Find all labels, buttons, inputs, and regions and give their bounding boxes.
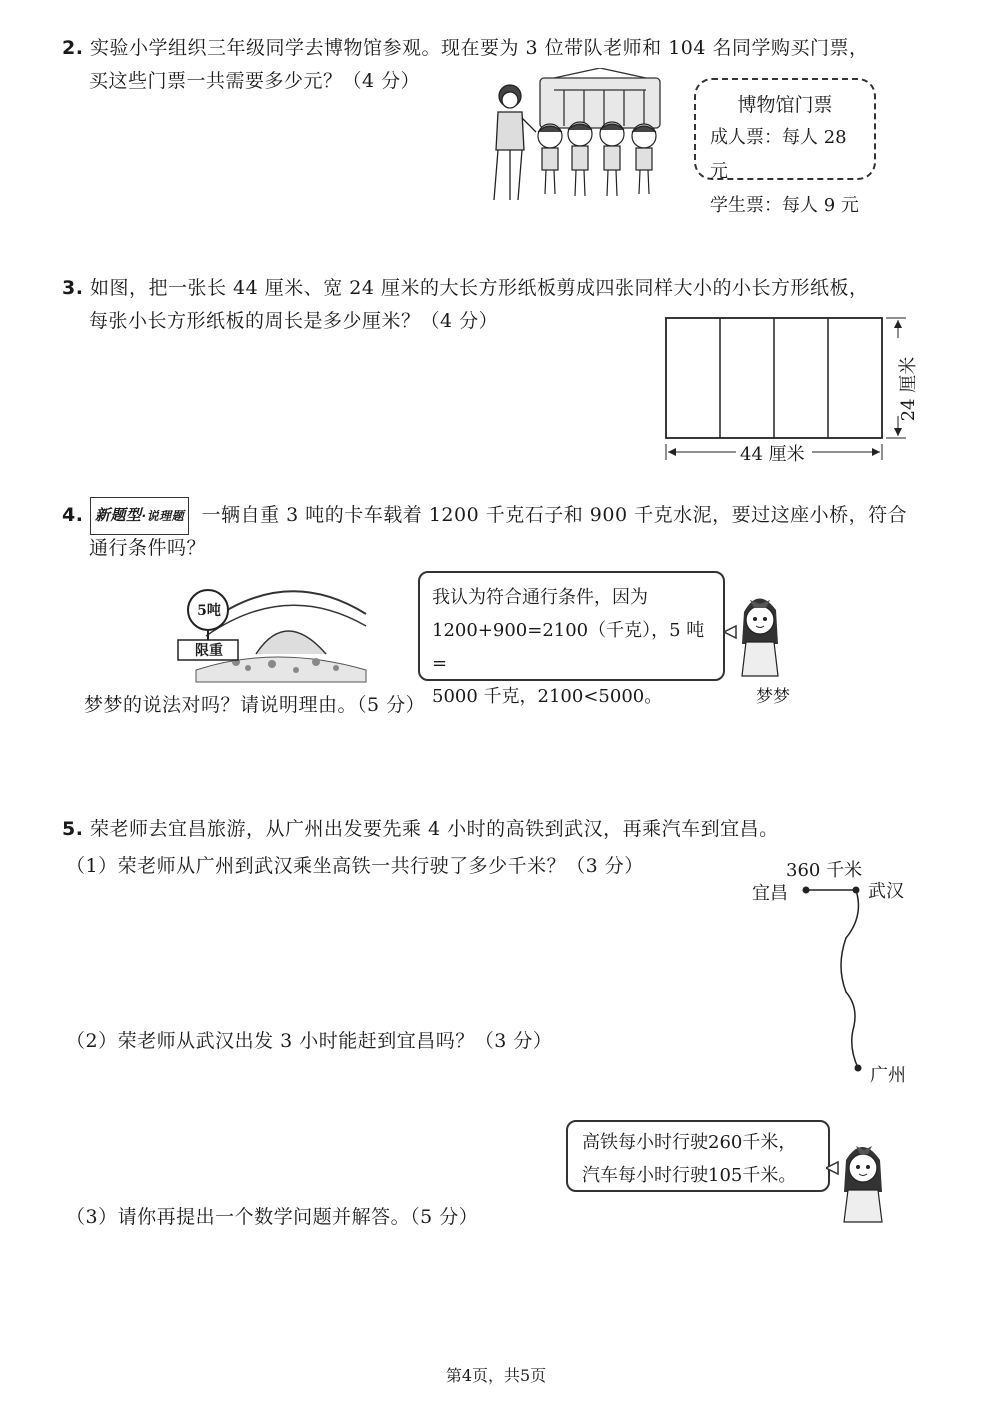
height-label: 24 厘米	[898, 356, 919, 422]
guangzhou-point	[855, 1065, 862, 1072]
question-2-line1: 实验小学组织三年级同学去博物馆参观。现在要为 3 位带队老师和 104 名同学购买门票，	[90, 37, 869, 59]
question-5-sub2: （2）荣老师从武汉出发 3 小时能赶到宜昌吗？（3 分）	[66, 1030, 553, 1052]
weight-limit-value: 5吨	[197, 603, 221, 619]
new-type-tag: 新题型·说理题	[90, 497, 189, 535]
question-5	[62, 813, 779, 846]
ticket-adult-price: 成人票：每人 28 元	[710, 127, 847, 182]
question-4	[62, 497, 907, 535]
question-4-line2: 通行条件吗？	[89, 537, 207, 559]
bubble-line2: 1200+900=2100（千克），5 吨 =	[432, 620, 705, 674]
question-3-line2: 每张小长方形纸板的周长是多少厘米？（4 分）	[89, 310, 499, 332]
question-2-line2: 买这些门票一共需要多少元？（4 分）	[89, 70, 421, 92]
wuhan-label: 武汉	[868, 881, 904, 902]
question-3	[62, 272, 869, 305]
speed-line2: 汽车每小时行驶105千米。	[582, 1165, 797, 1186]
girl-illustration	[826, 1138, 896, 1224]
ticket-student-price: 学生票：每人 9 元	[710, 195, 859, 216]
question-2	[62, 32, 869, 65]
question-5-line1: 荣老师去宜昌旅游，从广州出发要先乘 4 小时的高铁到武汉，再乘汽车到宜昌。	[90, 818, 779, 840]
bubble-line1: 我认为符合通行条件，因为	[432, 587, 648, 608]
bridge-illustration	[176, 574, 372, 684]
distance-label: 360 千米	[786, 860, 863, 881]
yichang-label: 宜昌	[752, 883, 788, 904]
page-footer: 第4页，共5页	[445, 1366, 547, 1385]
ticket-title: 博物馆门票	[737, 94, 833, 116]
question-4-line1: 一辆自重 3 吨的卡车载着 1200 千克石子和 900 千克水泥，要过这座小桥，符合	[201, 504, 908, 526]
speed-speech-bubble	[566, 1120, 830, 1192]
speed-line1: 高铁每小时行驶260千米，	[582, 1132, 797, 1153]
question-5-sub3: （3）请你再提出一个数学问题并解答。（5 分）	[66, 1206, 479, 1228]
yichang-point	[803, 887, 810, 894]
girl-name-mengmeng: 梦梦	[756, 687, 790, 707]
question-3-number: 3.	[62, 277, 84, 299]
teacher-students-illustration	[484, 68, 670, 208]
mengmeng-girl-illustration	[724, 588, 794, 680]
width-label: 44 厘米	[740, 444, 805, 465]
question-5-sub1: （1）荣老师从广州到武汉乘坐高铁一共行驶了多少千米？（3 分）	[66, 855, 644, 877]
museum-ticket-box	[694, 78, 876, 216]
wuhan-point	[853, 887, 860, 894]
question-5-number: 5.	[62, 818, 84, 840]
question-3-line1: 如图，把一张长 44 厘米、宽 24 厘米的大长方形纸板剪成四张同样大小的小长方形纸板，	[90, 277, 869, 299]
mengmeng-speech-bubble	[418, 571, 725, 707]
weight-limit-text: 限重	[195, 643, 223, 659]
bubble-line3: 5000 千克，2100<5000。	[432, 686, 663, 707]
guangzhou-label: 广州	[870, 1065, 906, 1086]
question-4-number: 4.	[62, 504, 84, 526]
route-map	[790, 876, 880, 1076]
question-4-ask: 梦梦的说法对吗？请说明理由。（5 分）	[84, 694, 426, 716]
question-2-number: 2.	[62, 37, 84, 59]
